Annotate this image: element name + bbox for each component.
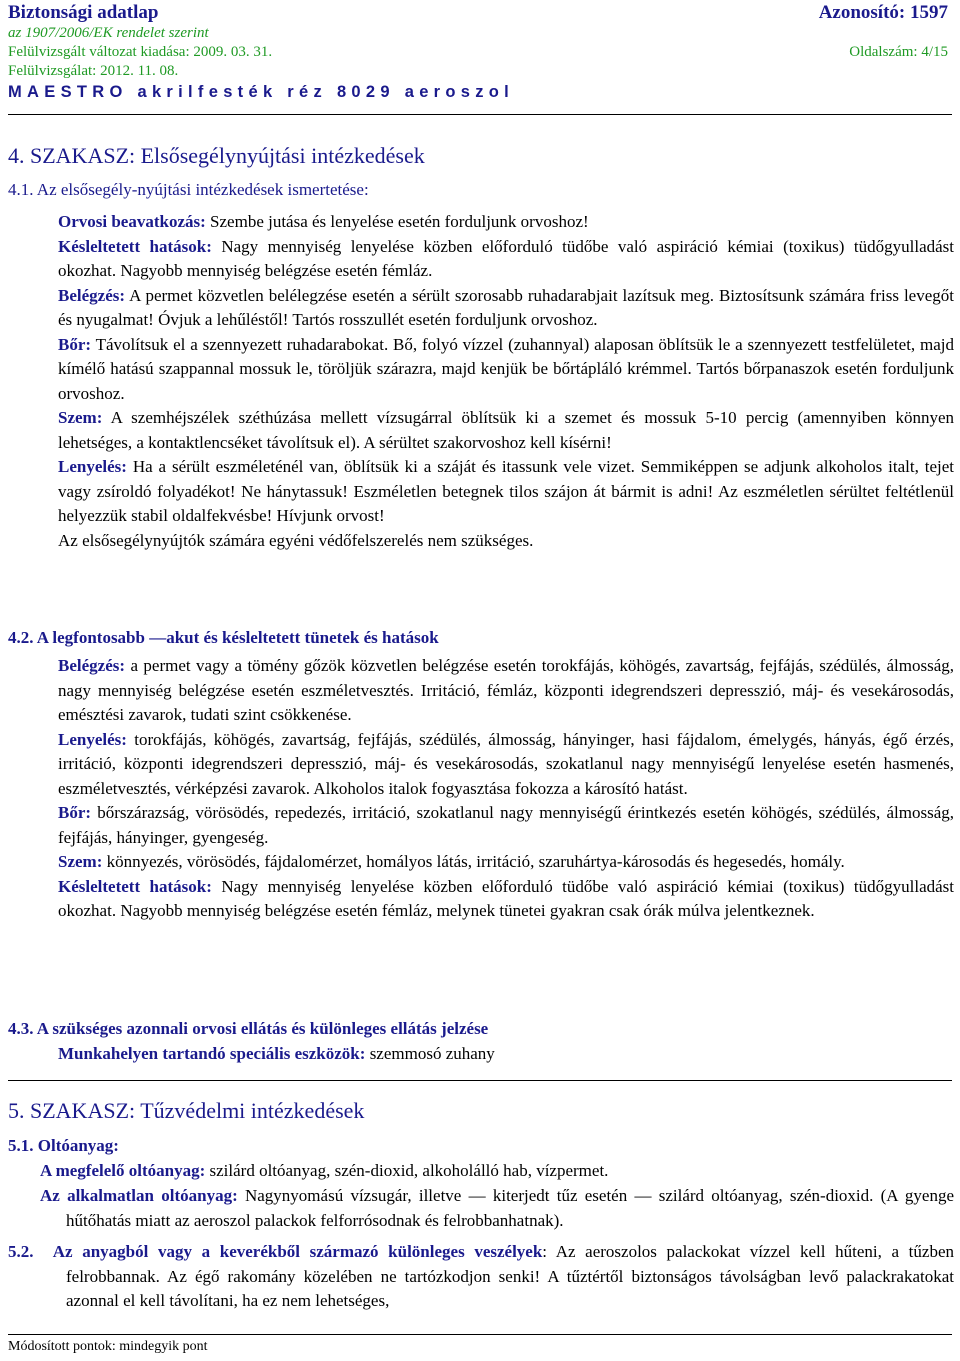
paragraph	[58, 875, 954, 924]
paragraph-text: Az elsősegélynyújtók számára egyéni védőfelszerelés nem szükséges.	[58, 530, 534, 550]
paragraph	[58, 850, 954, 875]
paragraph-label: Szem:	[58, 852, 103, 871]
paragraph	[58, 235, 954, 284]
doc-title: Biztonsági adatlap	[8, 2, 159, 23]
paragraph	[58, 728, 954, 802]
paragraph	[58, 654, 954, 728]
paragraph	[58, 529, 954, 554]
review-date: Felülvizsgálat: 2012. 11. 08.	[8, 63, 179, 79]
paragraph-label: Belégzés:	[58, 285, 126, 305]
subsection-4-1-body	[58, 210, 954, 553]
section-5-heading: 5. SZAKASZ: Tűzvédelmi intézkedések	[8, 1098, 365, 1123]
subsection-5-1-title	[8, 1136, 119, 1156]
regulation-link[interactable]: az 1907/2006/EK rendelet szerint	[8, 25, 209, 41]
paragraph-text: torokfájás, köhögés, zavartság, fejfájás, szédülés, álmosság, hányinger, hasi fájdalom, émelygés, hányás, égő érzés, irritáció, központi idegrendszeri depresszió, máj- és vesekárosodás, szokatlanul nagy mennyiségű lenyelése esetén hasmenés, eszméletvesztés, vérképzési zavarok. Alkoholos italok fogyasztása fokozza a károsító hatást.	[58, 729, 954, 798]
subsection-4-2-body	[58, 654, 954, 924]
paragraph	[58, 406, 954, 455]
paragraph-text: Szembe jutása és lenyelése esetén forduljunk orvoshoz!	[205, 212, 589, 231]
paragraph-text: A szemhéjszélek széthúzása mellett vízsugárral öblítsük ki a szemet és mossuk 5-10 percig (amennyiben könnyen lehetséges, a kontaktlencséket távolítsuk el). A sérültet szakorvoshoz kell kísérni!	[58, 408, 954, 452]
unsuitable-extinguisher	[40, 1184, 954, 1233]
paragraph-text: a permet vagy a tömény gőzök közvetlen belégzése esetén torokfájás, köhögés, zavartság, fejfájás, szédülés, álmosság, nagy mennyiség belégzése esetén eszméletvesztés. Irritáció, fémláz, központi idegrendszeri depresszió, máj- és vesekárosodás, emésztési zavarok, tudati szint csökkenése.	[58, 656, 954, 724]
paragraph	[58, 333, 954, 407]
paragraph-label: Késleltetett hatások:	[58, 236, 212, 256]
page-number: Oldalszám: 4/15	[849, 44, 948, 60]
unsuitable-extinguisher-text: Nagynyomású vízsugár, illetve — kiterjedt tűz esetén — szilárd oltóanyag, szén-dioxid. (A gyenge hűtőhatás miatt az aeroszol palackok felforrósodnak és felrobbanhatnak).	[66, 1186, 954, 1230]
unsuitable-extinguisher-label: Az alkalmatlan oltóanyag:	[40, 1186, 238, 1205]
document-header	[8, 0, 948, 103]
paragraph-label: Orvosi beavatkozás:	[58, 212, 206, 231]
paragraph-text: bőrszárazság, vörösödés, repedezés, irritáció, szokatlanul nagy mennyiségű érintkezés esetén köhögés, szédülés, álmosság, fejfájás, hányinger, gyengeség.	[58, 803, 954, 847]
subsection-4-3-title-text: 4.3. A szükséges azonnali orvosi ellátás és különleges ellátás jelzése	[8, 1019, 489, 1038]
paragraph-label: Szem:	[58, 408, 103, 427]
subsection-5-2-text: : Az aeroszolos palackokat vízzel kell hűteni, a tűzben felrobbannak. Az égő rakomány közelében ne tartózkodjon senki! A tűztértől biztonságos távolságban levő palackrakatokat azonnal el kell távolítani, ha ez nem lehetséges,	[66, 1242, 954, 1310]
paragraph	[58, 210, 954, 235]
footer-note: Módosított pontok: mindegyik pont	[8, 1339, 208, 1354]
subsection-4-2-title-text: 4.2. A legfontosabb —akut és késleltetett tünetek és hatások	[8, 628, 439, 647]
paragraph-text: A permet közvetlen belélegzése esetén a sérült szorosabb ruhadarabjait lazítsuk meg. Biztosítsunk számára friss levegőt és nyugalmat! Óvjuk a lehűléstől! Tartós rosszullét esetén forduljunk orvoshoz.	[58, 285, 954, 329]
paragraph-text: Nagy mennyiség lenyelése közben előforduló tüdőbe való aspiráció kémiai (toxikus) tüdőgyulladást okozhat. Nagyobb mennyiség belégzése esetén fémláz.	[58, 236, 954, 280]
doc-id: Azonosító: 1597	[818, 2, 948, 23]
paragraph-text: Távolítsuk el a szennyezett ruhadarabokat. Bő, folyó vízzel (zuhannyal) alaposan öblítsük le a szennyezett testfelületet, majd kímélő hatású szappannal mossuk le, töröljük szárazra, majd kenjük be bőrtápláló krémmel. Tartós bőrpanaszok esetén forduljunk orvoshoz.	[58, 334, 954, 403]
footer-divider	[8, 1334, 952, 1335]
special-equipment-text: szemmosó zuhany	[365, 1044, 495, 1063]
paragraph-label: Lenyelés:	[58, 457, 127, 476]
special-equipment-label: Munkahelyen tartandó speciális eszközök:	[58, 1044, 366, 1063]
header-divider	[8, 114, 952, 115]
subsection-4-3-title	[8, 1019, 488, 1039]
paragraph	[58, 455, 954, 529]
subsection-5-2-number: 5.2.	[8, 1242, 34, 1261]
subsection-4-1-title: 4.1. Az elsősegély-nyújtási intézkedések ismertetése:	[8, 180, 369, 199]
subsection-5-2	[8, 1240, 954, 1314]
special-equipment	[58, 1042, 954, 1067]
paragraph-text: Ha a sérült eszméleténél van, öblítsük ki a száját és itassunk vele vizet. Semmiképpen se adjunk alkoholos italt, tejet vagy zsíroldó folyadékot! Ne hánytassuk! Eszméletlen betegnek tilos szájon át bármit is adni! Az eszméletlen sérültet feltétlenül helyezzük stabil oldalfekvésbe! Hívjunk orvost!	[58, 457, 954, 525]
paragraph-text: Nagy mennyiség lenyelése közben előforduló tüdőbe való aspiráció kémiai (toxikus) tüdőgyulladást okozhat. Nagyobb mennyiség belégzése esetén fémláz, melynek tünetei gyakran csak órák múlva jelentkeznek.	[58, 876, 954, 920]
paragraph	[58, 284, 954, 333]
subsection-5-2-title: Az anyagból vagy a keverékből származó különleges veszélyek	[52, 1242, 543, 1261]
paragraph-label: Bőr:	[58, 334, 92, 354]
product-name: MAESTRO akrilfesték réz 8029 aeroszol	[8, 83, 515, 101]
suitable-extinguisher-text: szilárd oltóanyag, szén-dioxid, alkoholálló hab, vízpermet.	[205, 1161, 609, 1180]
paragraph-label: Késleltetett hatások:	[58, 876, 212, 896]
section-4-heading: 4. SZAKASZ: Elsősegélynyújtási intézkedések	[8, 143, 425, 168]
paragraph	[58, 801, 954, 850]
section-divider	[8, 1080, 952, 1081]
paragraph-label: Belégzés:	[58, 656, 126, 675]
paragraph-label: Lenyelés:	[58, 729, 127, 749]
suitable-extinguisher	[40, 1159, 954, 1184]
revision-line: Felülvizsgált változat kiadása: 2009. 03. 31.	[8, 44, 273, 60]
paragraph-text: könnyezés, vörösödés, fájdalomérzet, homályos látás, irritáció, szaruhártya-károsodás és hegesedés, homály.	[102, 852, 845, 871]
subsection-5-1-title-text: 5.1. Oltóanyag:	[8, 1136, 119, 1155]
suitable-extinguisher-label: A megfelelő oltóanyag:	[40, 1161, 206, 1180]
subsection-4-2-title	[8, 628, 439, 648]
paragraph-label: Bőr:	[58, 803, 92, 822]
